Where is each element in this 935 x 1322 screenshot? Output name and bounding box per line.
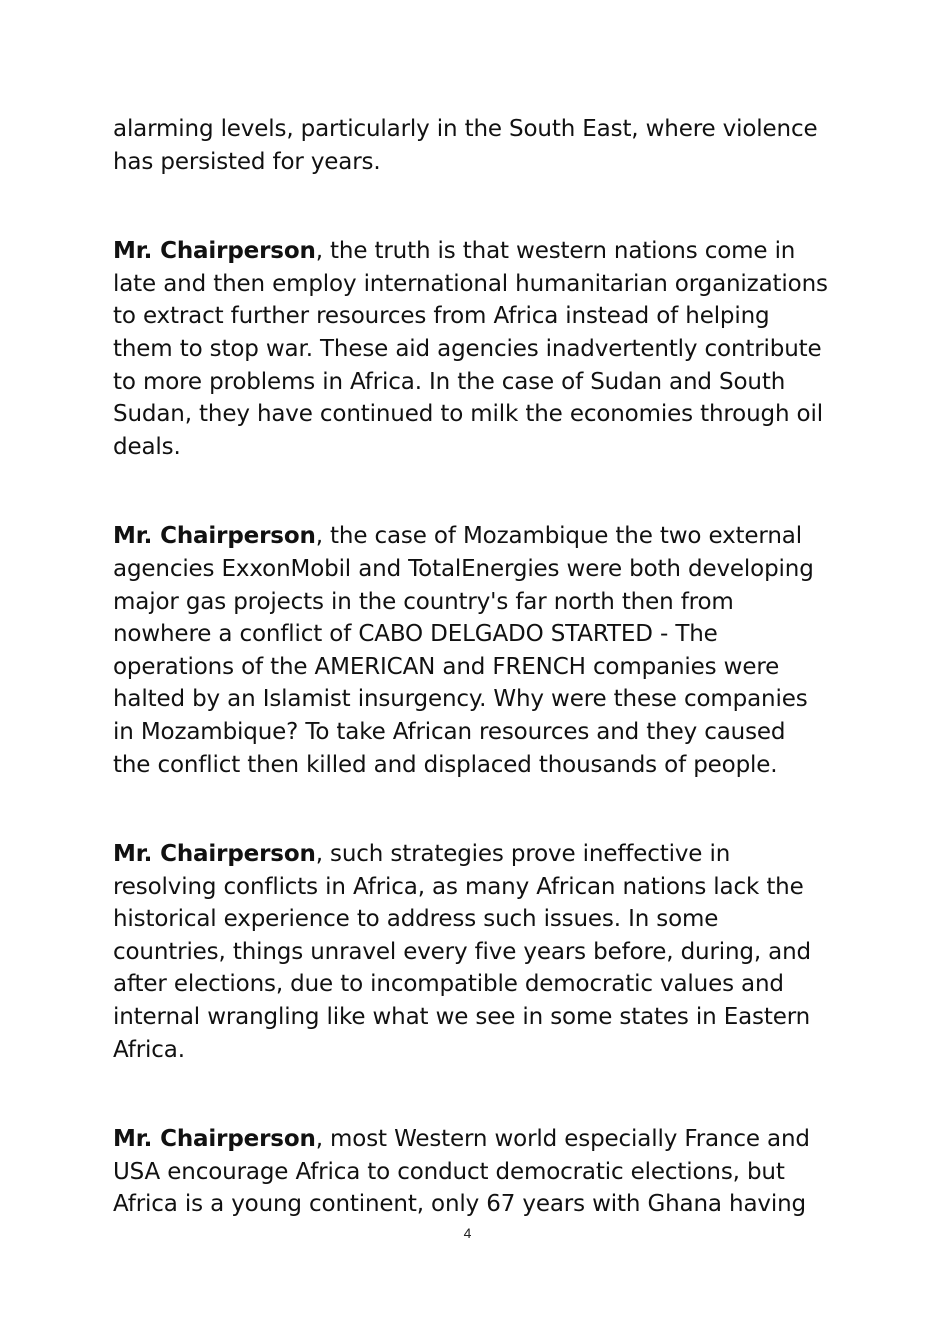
page-number: 4 [463,1225,472,1241]
paragraph-lead: Mr. Chairperson [113,841,316,868]
paragraph-western-nations [113,235,828,463]
paragraph-text: alarming levels, particularly in the South East, where violence has persisted for years. [113,116,818,175]
paragraph-mozambique [113,520,828,781]
paragraph-text: , such strategies prove ineffective in resolving conflicts in Africa, as many African nations lack the historical experience to address such issues. In some countries, things unravel every five years before, during, and after elections, due to incompatible democratic values and internal wrangling like what we see in some states in Eastern Africa. [113,841,812,1063]
paragraph-lead: Mr. Chairperson [113,523,316,550]
paragraph-continuation [113,113,828,178]
document-page [113,113,828,1221]
paragraph-text: , the truth is that western nations come in late and then employ international humanitarian organizations to extract further resources from Africa instead of helping them to stop war. These aid agencies inadvertently contribute to more problems in Africa. In the case of Sudan and South Sudan, they have continued to milk the economies through oil deals. [113,238,828,460]
paragraph-strategies [113,838,828,1066]
paragraph-lead: Mr. Chairperson [113,1126,316,1153]
paragraph-lead: Mr. Chairperson [113,238,316,265]
paragraph-text: , the case of Mozambique the two external agencies ExxonMobil and TotalEnergies were both developing major gas projects in the country's far north then from nowhere a conflict of CABO DELGADO STARTED - The operations of the AMERICAN and FRENCH companies were halted by an Islamist insurgency. Why were these companies in Mozambique? To take African resources and they caused the conflict then killed and displaced thousands of people. [113,523,814,778]
paragraph-text: , most Western world especially France and USA encourage Africa to conduct democratic elections, but Africa is a young continent, only 67 years with Ghana having [113,1126,810,1218]
paragraph-elections [113,1123,828,1221]
